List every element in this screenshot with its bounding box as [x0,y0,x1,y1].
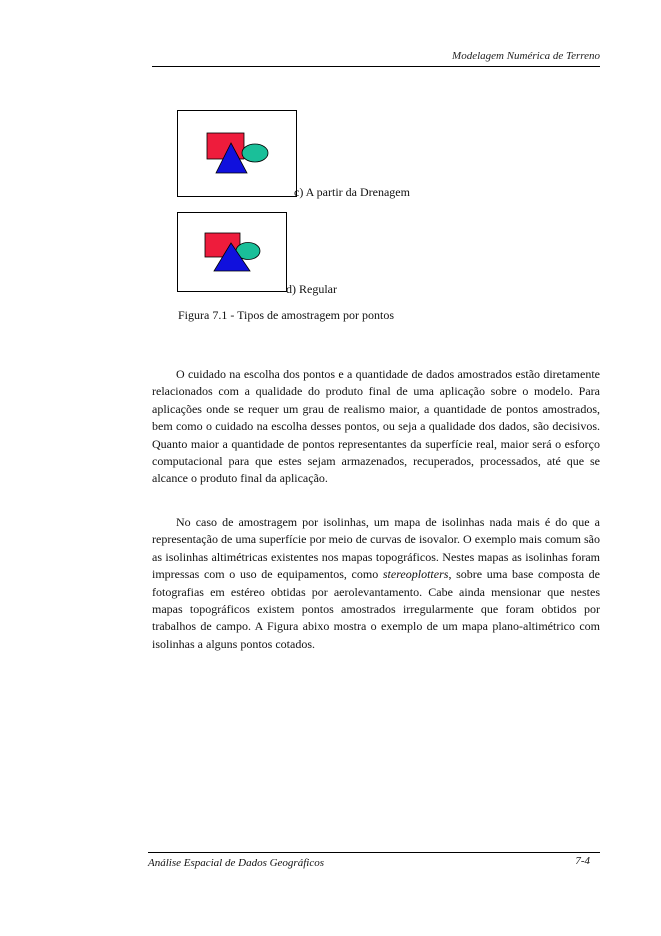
figure-d-box [177,212,287,292]
header-rule [152,66,600,67]
figure-c-box [177,110,297,197]
paragraph-2-text-a: No caso de amostragem por isolinhas, um mapa de isolinhas nada mais é do que a representação de uma superfície por meio de curvas de isovalor. O exemplo mais comum são as isolinhas altimétricas existentes nos mapas topográficos. Nestes mapas as isolinhas foram impressas com o uso de equipamentos, como [152,515,600,582]
page-number: 7-4 [575,855,590,867]
teal-ellipse [242,144,268,162]
paragraph-1: O cuidado na escolha dos pontos e a quantidade de dados amostrados estão diretamente relacionados com a qualidade do produto final de uma aplicação sobre o modelo. Para aplicações onde se requer um grau de realismo maior, a quantidade de pontos amostrados, bem como o cuidado na escolha desses pontos, ou seja a qualidade dos dados, são decisivos. Quanto maior a quantidade de pontos representantes da superfície real, maior será o esforço computacional para que estes sejam armazenados, recuperados, processados, até que se alcance o produto final da aplicação. [152,367,600,486]
footer-rule [148,852,600,853]
running-header: Modelagem Numérica de Terreno [452,50,600,62]
paragraph-2-italic-term: stereoplotters [382,567,449,582]
paragraph-2 [152,514,600,653]
figure-c-label: c) A partir da Drenagem [294,185,410,199]
figure-d-label: d) Regular [286,282,337,296]
figure-d-shapes [178,213,286,291]
footer-book-title: Análise Espacial de Dados Geográficos [148,857,324,869]
figure-caption: Figura 7.1 - Tipos de amostragem por pontos [178,308,394,322]
figure-c-shapes [178,111,296,196]
paragraph-2-text-b: , sobre uma base composta de fotografias em estéreo obtidas por aerolevantamento. Cabe ainda mensionar que nestes mapas topográficos existem pontos amostrados irregularmente que foram obtidos por trabalhos de campo. A Figura abixo mostra o exemplo de um mapa plano-altimétrico com isolinhas a alguns pontos cotados. [152,567,600,651]
